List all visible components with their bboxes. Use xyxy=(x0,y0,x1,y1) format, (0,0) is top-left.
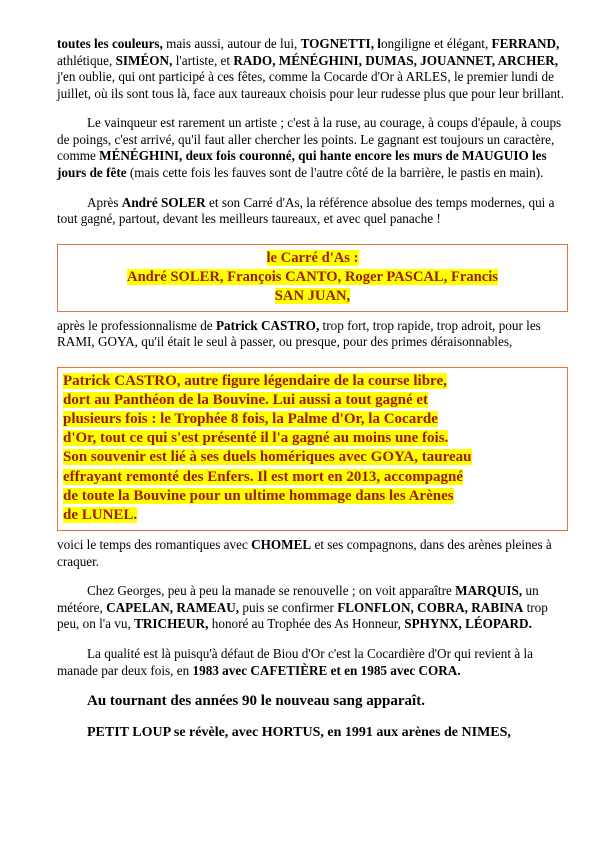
paragraph-7-text-1: La qualité est là puisqu'à défaut de Biou d'Or c'est la Cocardière d'Or qui revient à la manade par deux fois, en xyxy=(57,645,533,678)
paragraph-6-bold-5: SPHYNX, LÉOPARD. xyxy=(404,616,532,632)
carre-das-line-1-text: le Carré d'As : xyxy=(266,249,359,266)
paragraph-1-bold-2: FERRAND, xyxy=(491,36,560,51)
castro-line-8 xyxy=(63,506,562,525)
paragraph-2-bold-1: MÉNÉGHINI, deux fois couronné, qui hante encore les murs de MAUGUIO les jours de fête xyxy=(57,148,547,180)
paragraph-6-bold-4: TRICHEUR, xyxy=(134,616,209,632)
paragraph-1-text-1: mais aussi, autour de lui, xyxy=(162,36,301,51)
castro-line-2-text: dort au Panthéon de la Bouvine. Lui aussi a tout gagné et xyxy=(63,391,429,408)
paragraph-le-vainqueur xyxy=(57,115,568,181)
castro-line-4-text: d'Or, tout ce qui s'est présenté il l'a gagné au moins une fois. xyxy=(63,430,449,447)
paragraph-6-text-4: trop peu, on l'a vu, xyxy=(57,599,548,632)
paragraph-6-bold-2: CAPELAN, RAMEAU, xyxy=(106,599,240,615)
castro-line-2 xyxy=(63,391,562,410)
paragraph-4-bold-1: Patrick CASTRO, xyxy=(215,317,320,333)
callout-box-carre-das xyxy=(57,244,568,312)
paragraph-6-bold-1: MARQUIS, xyxy=(455,583,523,599)
paragraph-1-text-5: j'en oublie, qui ont participé à ces fêtes, comme la Cocarde d'Or à ARLES, le premier lundi de juillet, où ils sont tous là, face aux taureaux choisis pour leur rudesse plus que pour leur brillant. xyxy=(57,69,564,101)
paragraph-6-text-2: un météore, xyxy=(57,583,539,615)
carre-das-line-1 xyxy=(63,249,562,268)
carre-das-line-3-text: SAN JUAN, xyxy=(274,287,351,304)
paragraph-6-text-1: Chez Georges, peu à peu la manade se renouvelle ; on voit apparaître xyxy=(87,583,456,599)
carre-das-line-2-text: André SOLER, François CANTO, Roger PASCAL, Francis xyxy=(127,268,498,285)
castro-line-3-text: plusieurs fois : le Trophée 8 fois, la Palme d'Or, la Cocarde xyxy=(63,411,438,428)
castro-line-1-text: Patrick CASTRO, autre figure légendaire de la course libre, xyxy=(63,372,447,389)
paragraph-2-text-2: (mais cette fois les fauves sont de l'autre côté de la barrière, le pastis en main). xyxy=(126,164,544,180)
paragraph-4-text-1: après le professionnalisme de xyxy=(57,317,216,333)
paragraph-3-text-2: et son Carré d'As, la référence absolue des temps modernes, qui a tout gagné, partout, devant les meilleurs taureaux, et avec quel panache ! xyxy=(57,194,555,227)
paragraph-6-bold-3: FLONFLON, COBRA, RABINA xyxy=(337,599,524,615)
paragraph-2-text-1: Le vainqueur est rarement un artiste ; c'est à la ruse, au courage, à coups d'épaule, à coups de poings, c'est arrivé, qu'il faut aller chercher les points. Le gagnant est toujours un caractère, comme xyxy=(57,115,562,164)
paragraph-9-bold-1: PETIT LOUP xyxy=(87,724,171,740)
paragraph-5-text-2: et ses compagnons, dans des arènes pleines à craquer. xyxy=(57,537,552,569)
castro-line-6-text: effrayant remonté des Enfers. Il est mort en 2013, accompagné xyxy=(63,468,464,485)
paragraph-chomel xyxy=(57,537,568,570)
castro-line-6 xyxy=(63,468,562,487)
paragraph-6-text-5: honoré au Trophée des As Honneur, xyxy=(208,616,405,632)
paragraph-6-text-3: puis se confirmer xyxy=(239,599,338,615)
paragraph-1-text-3: athlétique, xyxy=(57,52,116,68)
castro-line-8-text: de LUNEL. xyxy=(63,506,138,523)
paragraph-9-text-1: se révèle, avec HORTUS, en 1991 aux arènes de NIMES, xyxy=(170,724,511,740)
paragraph-chez-georges xyxy=(57,583,568,633)
paragraph-patrick-castro-intro xyxy=(57,318,568,351)
castro-line-5 xyxy=(63,448,562,467)
paragraph-4-text-2: trop fort, trop rapide, trop adroit, pour les RAMI, GOYA, qu'il était le seul à passer, ou presque, pour des primes déraisonnables, xyxy=(57,317,541,350)
paragraph-3-bold-1: André SOLER xyxy=(121,194,206,210)
castro-line-4 xyxy=(63,429,562,448)
paragraph-1-text-4: l'artiste, et xyxy=(172,52,234,68)
paragraph-la-qualite xyxy=(57,646,568,679)
carre-das-line-3 xyxy=(63,287,562,306)
paragraph-petit-loup xyxy=(57,724,568,742)
paragraph-1-bold-1: TOGNETTI, l xyxy=(300,36,381,51)
paragraph-5-text-1: voici le temps des romantiques avec xyxy=(57,537,252,553)
paragraph-1-bold-4: RADO, MÉNÉGHINI, DUMAS, JOUANNET, ARCHER, xyxy=(233,52,559,68)
callout-box-patrick-castro xyxy=(57,367,568,532)
heading-au-tournant-des-annees-90: Au tournant des années 90 le nouveau sang apparaît. xyxy=(87,693,425,710)
castro-line-5-text: Son souvenir est lié à ses duels homériques avec GOYA, taureau xyxy=(63,449,472,466)
castro-line-1 xyxy=(63,372,562,391)
paragraph-1-lead-bold: toutes les couleurs, xyxy=(57,36,163,51)
paragraph-5-bold-1: CHOMEL xyxy=(251,537,312,553)
paragraph-1-text-2: ongiligne et élégant, xyxy=(380,36,492,51)
paragraph-apres-andre-soler xyxy=(57,195,568,228)
castro-line-7 xyxy=(63,487,562,506)
paragraph-3-text-1: Après xyxy=(87,194,122,210)
castro-line-7-text: de toute la Bouvine pour un ultime hommage dans les Arènes xyxy=(63,487,454,504)
paragraph-7-bold-1: 1983 avec CAFETIÈRE et en 1985 avec CORA. xyxy=(192,662,461,678)
paragraph-cocarde-dor xyxy=(57,36,568,102)
carre-das-line-2 xyxy=(63,268,562,287)
paragraph-1-bold-3: SIMÉON, xyxy=(115,52,173,68)
castro-line-3 xyxy=(63,410,562,429)
